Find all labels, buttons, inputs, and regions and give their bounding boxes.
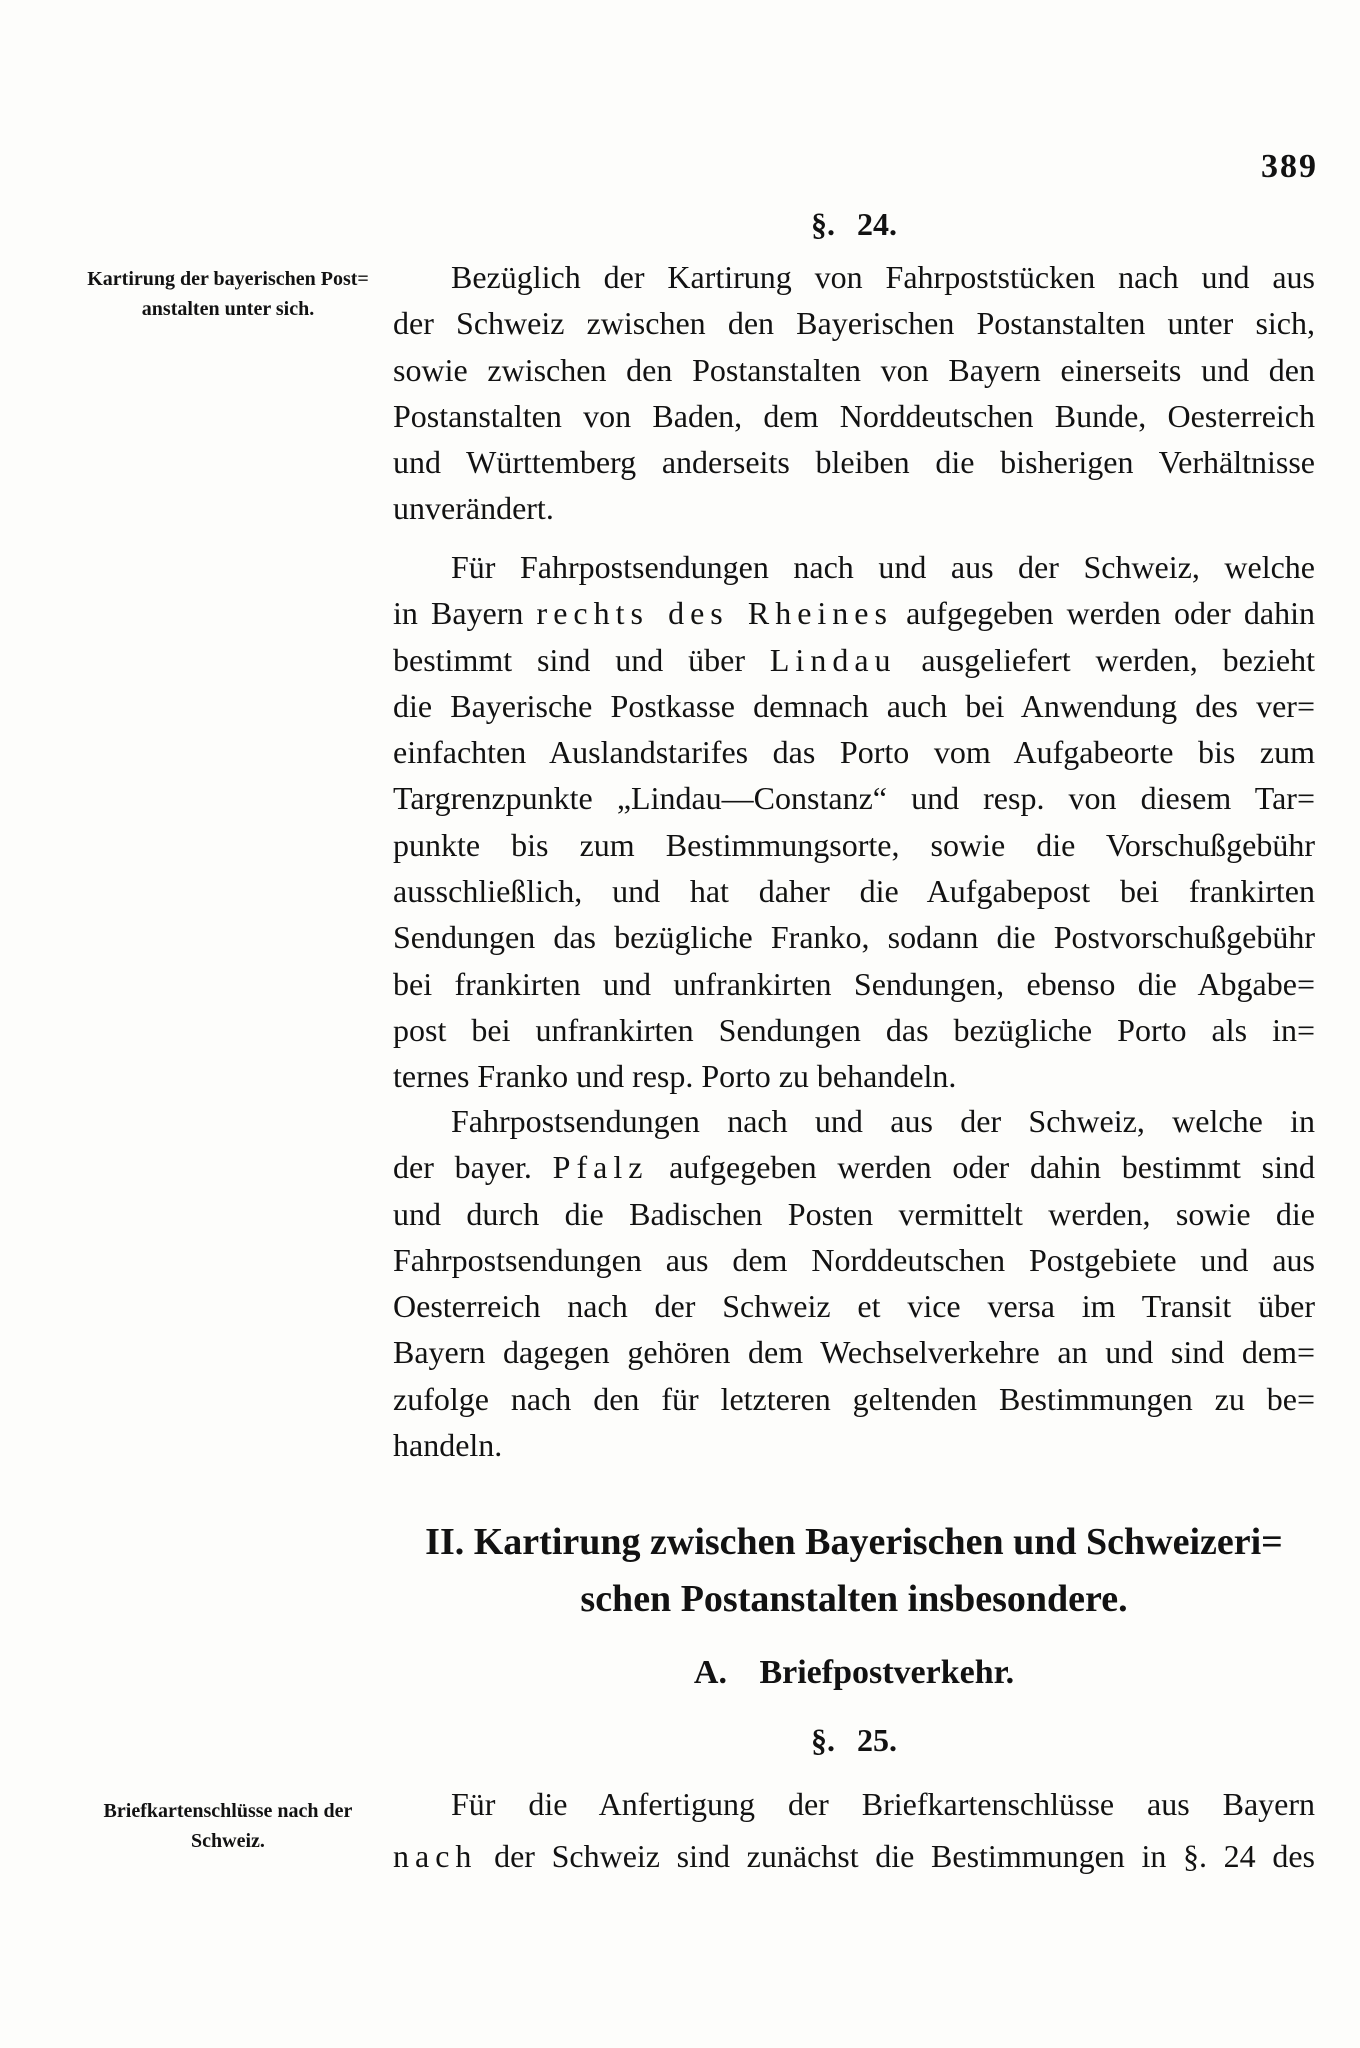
text-line: Bayern dagegen gehören dem Wechselverkehre an und sind dem= — [393, 1334, 1315, 1371]
page-number: 389 — [1261, 148, 1318, 185]
text-line: handeln. — [393, 1427, 503, 1464]
text-line: Postanstalten von Baden, dem Norddeutschen Bunde, Oesterreich — [393, 397, 1315, 434]
text-line: post bei unfrankirten Sendungen das bezügliche Porto als in= — [393, 1011, 1315, 1048]
text-line: sowie zwischen den Postanstalten von Bayern einerseits und den — [393, 351, 1315, 388]
text-line: nach der Schweiz sind zunächst die Bestimmungen in §. 24 des — [393, 1838, 1315, 1874]
text-line: bestimmt sind und über Lindau ausgeliefert werden, bezieht — [393, 641, 1315, 678]
text-line: zufolge nach den für letzteren geltenden Bestimmungen zu be= — [393, 1380, 1315, 1417]
text-line: der Schweiz zwischen den Bayerischen Postanstalten unter sich, — [393, 305, 1315, 342]
margin-note-kartirung — [64, 264, 392, 324]
paragraph-briefkartenschluesse — [393, 1778, 1315, 1882]
letterspaced-text: rechts des Rheines — [536, 595, 893, 632]
margin-note-briefkartenschluesse — [64, 1796, 392, 1856]
text-line: unverändert. — [393, 490, 554, 527]
letterspaced-text: Lindau — [769, 641, 897, 678]
letterspaced-text: Pfalz — [552, 1149, 649, 1186]
chapter-heading-ii — [393, 1514, 1315, 1628]
text-line: ausschließlich, und hat daher die Aufgabepost bei frankirten — [393, 873, 1315, 910]
text-line: Für die Anfertigung der Briefkartenschlüsse aus Bayern — [451, 1786, 1315, 1822]
paragraph-fahrpost-pfalz-transit — [393, 1098, 1315, 1468]
text-line: Fahrpostsendungen aus dem Norddeutschen Postgebiete und aus — [393, 1241, 1315, 1278]
text-line: Oesterreich nach der Schweiz et vice versa im Transit über — [393, 1288, 1315, 1325]
text-line: Kartirung der bayerischen Post= — [87, 268, 369, 290]
paragraph-fahrpost-lindau — [393, 544, 1315, 1100]
letterspaced-text: nach — [393, 1838, 478, 1874]
paragraph-kartirung-allgemein — [393, 254, 1315, 532]
text-line: Targrenzpunkte „Lindau—Constanz“ und resp. von diesem Tar= — [393, 780, 1315, 817]
text-line: punkte bis zum Bestimmungsorte, sowie die Vorschußgebühr — [393, 826, 1315, 863]
text-line: und Württemberg anderseits bleiben die bisherigen Verhältnisse — [393, 444, 1315, 481]
text-line: anstalten unter sich. — [141, 298, 315, 320]
text-line: Briefkartenschlüsse nach der — [103, 1800, 353, 1822]
section-heading-24: §. 24. — [811, 206, 897, 242]
text-line: und durch die Badischen Posten vermittelt werden, sowie die — [393, 1195, 1315, 1232]
text-line: einfachten Auslandstarifes das Porto vom Aufgabeorte bis zum — [393, 734, 1315, 771]
text-line: in Bayern rechts des Rheines aufgegeben werden oder dahin — [393, 595, 1316, 632]
text-line: schen Postanstalten insbesondere. — [580, 1578, 1128, 1620]
text-line: II. Kartirung zwischen Bayerischen und Schweizeri= — [425, 1521, 1283, 1563]
text-line: Sendungen das bezügliche Franko, sodann die Postvorschußgebühr — [393, 919, 1315, 956]
section-heading-25: §. 25. — [811, 1722, 897, 1758]
text-line: der bayer. Pfalz aufgegeben werden oder dahin bestimmt sind — [393, 1149, 1316, 1186]
text-line: bei frankirten und unfrankirten Sendungen, ebenso die Abgabe= — [393, 965, 1315, 1002]
text-line: Fahrpostsendungen nach und aus der Schweiz, welche in — [451, 1103, 1315, 1139]
text-line: ternes Franko und resp. Porto zu behandeln. — [393, 1058, 957, 1095]
text-line: Bezüglich der Kartirung von Fahrpoststücken nach und aus — [451, 259, 1315, 295]
text-line: die Bayerische Postkasse demnach auch bei Anwendung des ver= — [393, 687, 1315, 724]
subsection-heading-a: A. Briefpostverkehr. — [693, 1654, 1015, 1691]
text-line: Für Fahrpostsendungen nach und aus der Schweiz, welche — [451, 549, 1315, 585]
text-line: Schweiz. — [191, 1830, 265, 1852]
